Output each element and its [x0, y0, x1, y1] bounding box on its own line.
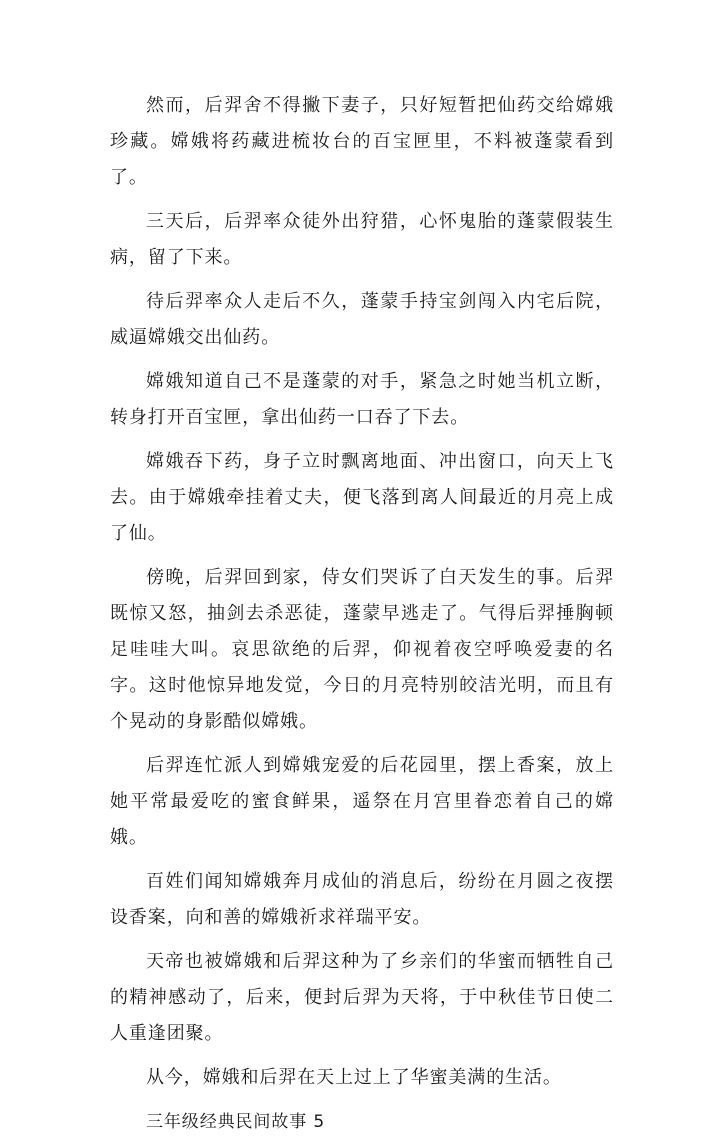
- paragraph: 嫦娥知道自己不是蓬蒙的对手，紧急之时她当机立断，转身打开百宝匣，拿出仙药一口吞了下去。: [110, 371, 614, 428]
- paragraph: 待后羿率众人走后不久，蓬蒙手持宝剑闯入内宅后院，威逼嫦娥交出仙药。: [110, 291, 614, 348]
- paragraph: 百姓们闻知嫦娥奔月成仙的消息后，纷纷在月圆之夜摆设香案，向和善的嫦娥祈求祥瑞平安。: [110, 871, 614, 928]
- paragraph: 傍晚，后羿回到家，侍女们哭诉了白天发生的事。后羿既惊又怒，抽剑去杀恶徒，蓬蒙早逃走了。气得后羿捶胸顿足哇哇大叫。哀思欲绝的后羿，仰视着夜空呼唤爱妻的名字。这时他惊异地发觉，今日的月亮特别皎洁光明，而且有个晃动的身影酷似嫦娥。: [110, 567, 614, 732]
- paragraph: 后羿连忙派人到嫦娥宠爱的后花园里，摆上香案，放上她平常最爱吃的蜜食鲜果，遥祭在月宫里眷恋着自己的嫦娥。: [110, 755, 614, 848]
- paragraph: 三天后，后羿率众徒外出狩猎，心怀鬼胎的蓬蒙假装生病，留了下来。: [110, 211, 614, 268]
- paragraph: 嫦娥吞下药，身子立时飘离地面、冲出窗口，向天上飞去。由于嫦娥牵挂着丈夫，便飞落到离人间最近的月亮上成了仙。: [110, 451, 614, 544]
- paragraph: 从今，嫦娥和后羿在天上过上了华蜜美满的生活。: [146, 1067, 562, 1088]
- document-body: [110, 88, 614, 1140]
- section-heading: 三年级经典民间故事 5: [146, 1112, 326, 1132]
- paragraph: 天帝也被嫦娥和后羿这种为了乡亲们的华蜜而牺牲自己的精神感动了，后来，便封后羿为天将，于中秋佳节日使二人重逢团聚。: [110, 951, 614, 1044]
- paragraph: 然而，后羿舍不得撇下妻子，只好短暂把仙药交给嫦娥珍藏。嫦娥将药藏进梳妆台的百宝匣里，不料被蓬蒙看到了。: [110, 95, 614, 188]
